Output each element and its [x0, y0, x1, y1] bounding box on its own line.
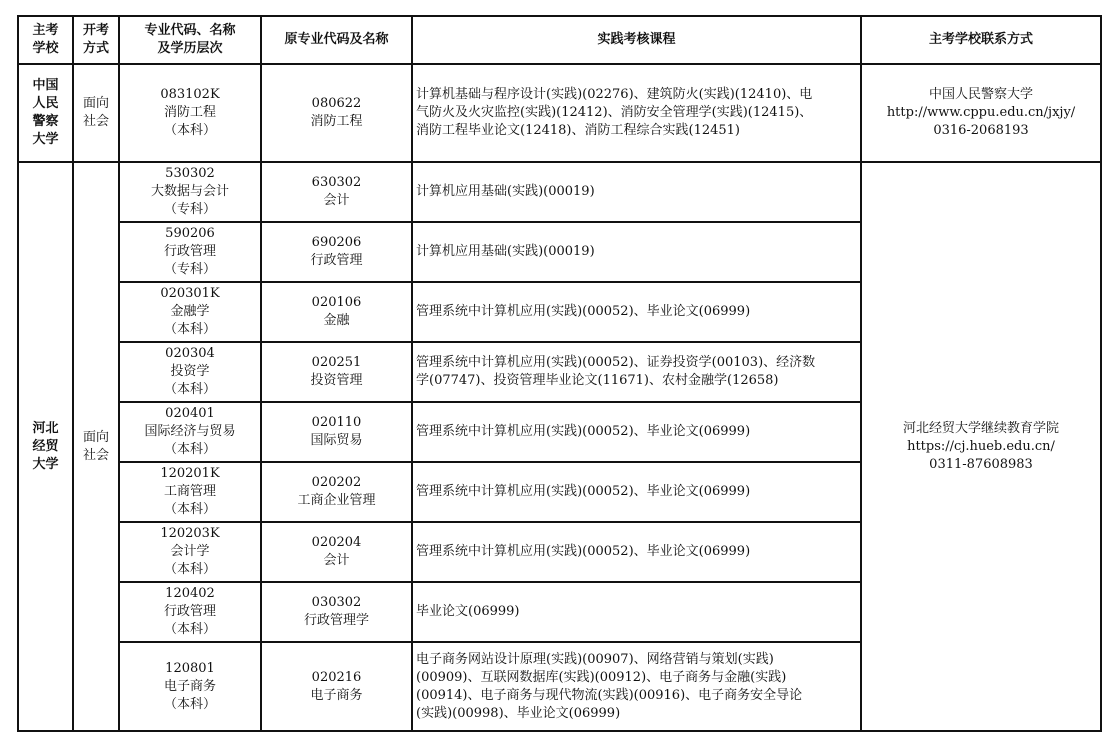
original-major-cell [261, 642, 412, 731]
course-cell [412, 522, 861, 582]
major-level: （本科） [163, 696, 216, 712]
header-original-major: 原专业代码及名称 [261, 16, 412, 64]
original-major-cell [261, 222, 412, 282]
major-code: 020301K [160, 286, 220, 301]
course-cell [412, 342, 861, 402]
major-cell [119, 282, 261, 342]
course-cell [412, 462, 861, 522]
course-cell [412, 222, 861, 282]
original-major-code: 020216 [311, 669, 362, 685]
major-cell [119, 342, 261, 402]
course-line: 管理系统中计算机应用(实践)(00052)、证券投资学(00103)、经济数 [416, 355, 816, 370]
original-major-cell [261, 402, 412, 462]
original-major-cell [261, 64, 412, 162]
course-line: 毕业论文(06999) [416, 604, 520, 619]
major-name: 投资学 [170, 364, 210, 379]
exam-mode-line: 面向 [82, 429, 109, 445]
exam-mode-line: 社会 [82, 114, 109, 129]
exam-mode-line: 社会 [82, 447, 109, 463]
major-code: 590206 [165, 226, 215, 241]
major-name: 消防工程 [163, 105, 216, 120]
major-name: 会计学 [170, 544, 210, 559]
course-cell [412, 64, 861, 162]
contact-line: 中国人民警察大学 [928, 87, 1033, 102]
header-row [18, 16, 1101, 64]
header-contact: 主考学校联系方式 [861, 16, 1101, 64]
major-level: （本科） [163, 322, 216, 337]
major-name: 大数据与会计 [150, 184, 229, 199]
table-row [18, 162, 1101, 222]
course-line: 管理系统中计算机应用(实践)(00052)、毕业论文(06999) [416, 304, 751, 319]
course-line: (00914)、电子商务与现代物流(实践)(00916)、电子商务安全导论 [416, 687, 803, 703]
course-line: 计算机应用基础(实践)(00019) [416, 244, 595, 259]
original-major-name: 电子商务 [310, 687, 363, 703]
original-major-code: 020106 [311, 295, 362, 310]
original-major-cell [261, 462, 412, 522]
header-school: 主考 学校 [18, 16, 73, 64]
original-major-name: 会计 [323, 193, 350, 208]
original-major-code: 080622 [311, 96, 362, 111]
original-major-name: 国际贸易 [310, 433, 363, 448]
major-level: （本科） [163, 442, 216, 457]
major-level: （专科） [163, 262, 216, 277]
course-line: 计算机基础与程序设计(实践)(02276)、建筑防火(实践)(12410)、电 [416, 87, 813, 102]
original-major-cell [261, 162, 412, 222]
school-name-line: 中国 [32, 78, 59, 93]
contact-line: http://www.cppu.edu.cn/jxjy/ [886, 105, 1076, 120]
header-major: 专业代码、名称 及学历层次 [119, 16, 261, 64]
original-major-code: 020204 [311, 535, 362, 550]
exam-mode-line: 面向 [82, 96, 109, 111]
major-name: 行政管理 [163, 244, 216, 259]
original-major-name: 行政管理 [310, 253, 363, 268]
school-cell [18, 162, 73, 731]
table-row [18, 64, 1101, 162]
original-major-cell [261, 282, 412, 342]
contact-line: 河北经贸大学继续教育学院 [902, 420, 1059, 436]
course-line: 管理系统中计算机应用(实践)(00052)、毕业论文(06999) [416, 544, 751, 559]
major-name: 金融学 [170, 304, 210, 319]
original-major-code: 690206 [311, 235, 362, 250]
major-code: 120801 [165, 660, 215, 676]
major-cell [119, 162, 261, 222]
major-code: 120201K [160, 466, 220, 481]
exam-mode-cell [73, 162, 119, 731]
major-code: 020304 [165, 346, 215, 361]
major-cell [119, 582, 261, 642]
original-major-code: 020110 [311, 415, 362, 430]
major-name: 电子商务 [163, 678, 216, 694]
major-level: （本科） [163, 622, 216, 637]
major-code: 083102K [160, 87, 220, 102]
original-major-code: 630302 [311, 175, 362, 190]
school-name-line: 警察 [32, 114, 59, 129]
course-line: 电子商务网站设计原理(实践)(00907)、网络营销与策划(实践) [416, 651, 774, 667]
course-line: 管理系统中计算机应用(实践)(00052)、毕业论文(06999) [416, 484, 751, 499]
course-line: 气防火及火灾监控(实践)(12412)、消防安全管理学(实践)(12415)、 [416, 105, 813, 120]
major-cell [119, 522, 261, 582]
school-name-line: 河北 [32, 420, 59, 436]
original-major-name: 行政管理学 [303, 613, 369, 628]
major-level: （本科） [163, 123, 216, 138]
original-major-name: 金融 [323, 313, 350, 328]
original-major-cell [261, 522, 412, 582]
course-cell [412, 402, 861, 462]
original-major-code: 020202 [311, 475, 362, 490]
original-major-code: 030302 [311, 595, 362, 610]
major-cell [119, 402, 261, 462]
school-name-line: 人民 [32, 96, 59, 111]
course-cell [412, 642, 861, 731]
original-major-name: 投资管理 [310, 373, 363, 388]
major-cell [119, 462, 261, 522]
original-major-code: 020251 [311, 355, 362, 370]
course-line: 计算机应用基础(实践)(00019) [416, 184, 595, 199]
exam-table [17, 15, 1102, 732]
major-cell [119, 642, 261, 731]
major-code: 120402 [165, 586, 215, 601]
original-major-name: 工商企业管理 [297, 493, 376, 508]
original-major-cell [261, 582, 412, 642]
school-name-line: 大学 [32, 132, 59, 147]
school-name-line: 经贸 [32, 438, 59, 454]
contact-cell [861, 162, 1101, 731]
course-line: 消防工程毕业论文(12418)、消防工程综合实践(12451) [416, 123, 740, 138]
major-cell [119, 222, 261, 282]
contact-line: 0316-2068193 [933, 123, 1029, 138]
major-name: 工商管理 [163, 484, 216, 499]
contact-line: 0311-87608983 [929, 456, 1033, 472]
course-cell [412, 282, 861, 342]
school-cell [18, 64, 73, 162]
exam-mode-cell [73, 64, 119, 162]
course-cell [412, 162, 861, 222]
original-major-name: 会计 [323, 553, 350, 568]
school-name-line: 大学 [32, 456, 59, 472]
major-level: （本科） [163, 562, 216, 577]
major-name: 行政管理 [163, 604, 216, 619]
contact-line: https://cj.hueb.edu.cn/ [907, 438, 1055, 454]
course-line: 管理系统中计算机应用(实践)(00052)、毕业论文(06999) [416, 424, 751, 439]
major-code: 120203K [160, 526, 220, 541]
contact-cell [861, 64, 1101, 162]
major-code: 530302 [165, 166, 215, 181]
header-mode: 开考 方式 [73, 16, 119, 64]
major-name: 国际经济与贸易 [144, 424, 236, 439]
header-course: 实践考核课程 [412, 16, 861, 64]
course-line: (00909)、互联网数据库(实践)(00912)、电子商务与金融(实践) [416, 669, 787, 685]
major-code: 020401 [165, 406, 215, 421]
original-major-cell [261, 342, 412, 402]
major-level: （专科） [163, 202, 216, 217]
course-cell [412, 582, 861, 642]
major-level: （本科） [163, 382, 216, 397]
course-line: (实践)(00998)、毕业论文(06999) [416, 705, 621, 721]
original-major-name: 消防工程 [310, 114, 363, 129]
major-cell [119, 64, 261, 162]
major-level: （本科） [163, 502, 216, 517]
course-line: 学(07747)、投资管理毕业论文(11671)、农村金融学(12658) [416, 373, 779, 388]
